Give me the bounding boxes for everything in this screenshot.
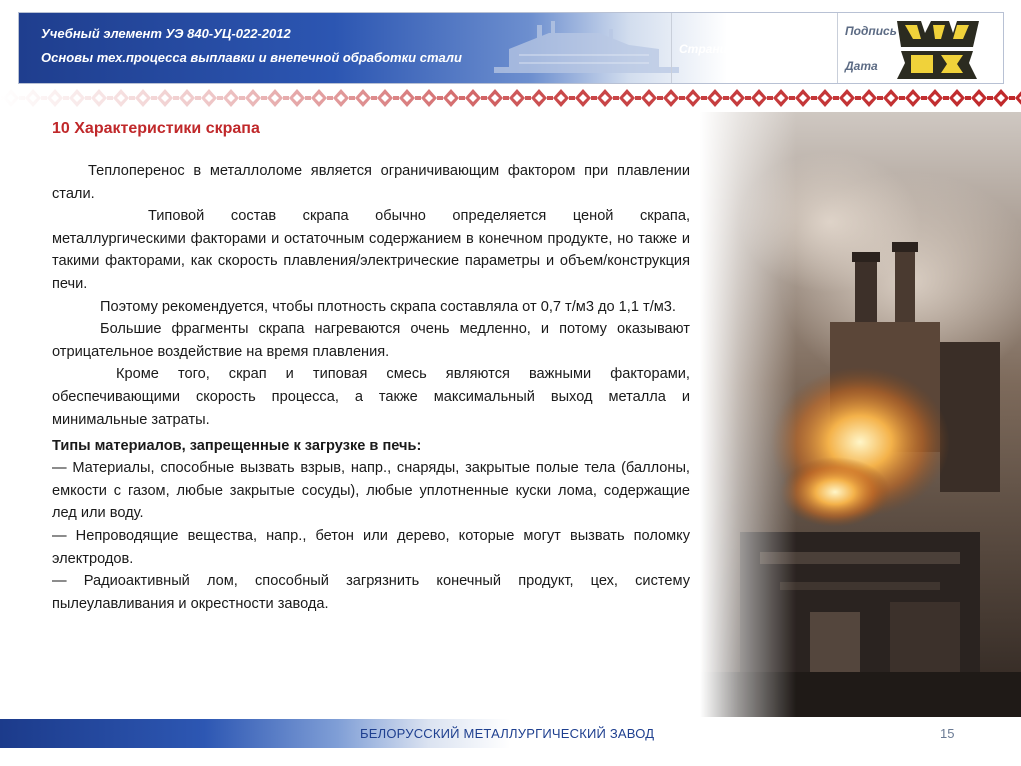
paragraph: Теплоперенос в металлоломе является ограничивающим фактором при плавлении стали. xyxy=(52,163,690,202)
footer-company-name: БЕЛОРУССКИЙ МЕТАЛЛУРГИЧЕСКИЙ ЗАВОД xyxy=(360,726,655,741)
page-number: 15 xyxy=(940,726,955,741)
date-label: Дата xyxy=(845,59,878,73)
slide-header xyxy=(18,12,1004,84)
paragraph: Типовой состав скрапа обычно определяется ценой скрапа, металлургическими факторами и остаточным содержанием в конечном продукте, но также и такими факторами, как скорость плавления/электрические параметры и объем/конструкция печи. xyxy=(52,208,690,292)
furnace-photo xyxy=(700,112,1021,717)
header-divider xyxy=(671,13,672,83)
page-label: Страница xyxy=(679,42,742,56)
section-title: 10 Характеристики скрапа xyxy=(52,120,260,137)
signature-label: Подпись xyxy=(845,24,897,38)
prohibited-item: — Радиоактивный лом, способный загрязнить конечный продукт, цех, систему пылеулавливания и окрестности завода. xyxy=(52,573,690,612)
prohibited-materials-title: Типы материалов, запрещенные к загрузке в печь: xyxy=(52,438,422,455)
header-title-line2: Основы тех.процесса выплавки и внепечной обработки стали xyxy=(41,50,462,65)
paragraph: Поэтому рекомендуется, чтобы плотность скрапа составляла от 0,7 т/м3 до 1,1 т/м3. xyxy=(100,298,676,315)
prohibited-item: — Материалы, способные вызвать взрыв, напр., снаряды, закрытые полые тела (баллоны, емкости с газом, любые закрытые сосуды), любые уплотненные куски лома, содержащие лед или воду. xyxy=(52,460,690,522)
bmz-logo-icon xyxy=(891,17,983,83)
ornament-strip xyxy=(0,87,1021,109)
prohibited-item: — Непроводящие вещества, напр., бетон или дерево, которые могут вызвать поломку электродов. xyxy=(52,527,690,567)
header-title-line1: Учебный элемент УЭ 840-УЦ-022-2012 xyxy=(41,26,291,41)
paragraph: Большие фрагменты скрапа нагреваются очень медленно, и потому оказывают отрицательное воздействие на время плавления. xyxy=(52,321,690,360)
plant-silhouette-icon xyxy=(489,19,684,81)
slide-content xyxy=(52,120,690,615)
paragraph: Кроме того, скрап и типовая смесь являются важными факторами, обеспечивающими скорость процесса, а также максимальный выход металла и минимальные затраты. xyxy=(52,366,690,428)
header-divider xyxy=(837,13,838,83)
